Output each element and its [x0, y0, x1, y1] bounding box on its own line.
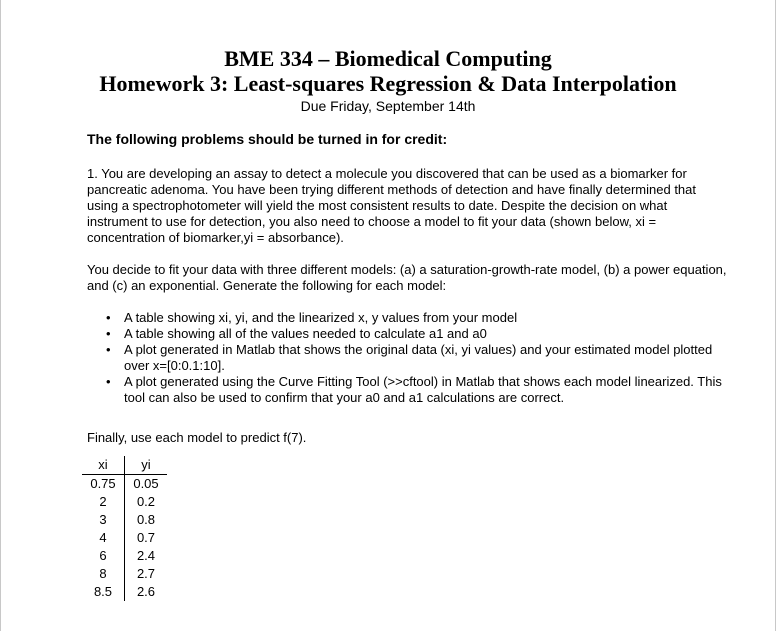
requirement-text: A table showing all of the values needed to calculate a1 and a0 — [124, 326, 487, 341]
table-row — [82, 475, 167, 494]
bullet-icon: • — [106, 326, 111, 341]
cell-xi: 0.75 — [82, 475, 125, 494]
cell-yi: 2.7 — [136, 566, 156, 581]
table-row — [82, 547, 167, 565]
finally-instruction: Finally, use each model to predict f(7). — [87, 430, 307, 445]
cell-yi: 0.8 — [136, 512, 156, 527]
bullet-icon: • — [106, 310, 111, 325]
requirement-item — [106, 310, 726, 326]
table-row — [82, 583, 167, 601]
requirement-item — [106, 326, 726, 342]
cell-yi: 0.7 — [136, 530, 156, 545]
table-row — [82, 529, 167, 547]
cell-xi: 8.5 — [82, 583, 125, 601]
cell-yi: 2.6 — [136, 584, 156, 599]
requirement-item — [106, 374, 726, 406]
header-yi: yi — [125, 456, 168, 475]
section-heading: The following problems should be turned in for credit: — [87, 131, 448, 147]
requirement-item — [106, 342, 726, 374]
homework-title: Homework 3: Least-squares Regression & Data Interpolation — [99, 71, 677, 96]
cell-xi: 3 — [82, 511, 125, 529]
bullet-icon: • — [106, 374, 111, 389]
problem-paragraph-1: 1. You are developing an assay to detect a molecule you discovered that can be used as a biomarker for pancreatic adenoma. You have been trying different methods of detection and have finally determined that using a spectrophotometer will yield the most consistent results to date. Despite the decision on what instrument to use for detection, you also need to choose a model to fit your data (shown below, xi = concentration of biomarker,yi = absorbance). — [87, 166, 697, 245]
requirement-text: A plot generated in Matlab that shows the original data (xi, yi values) and your estimated model plotted over x=[0:0.1:10]. — [124, 342, 713, 373]
due-date: Due Friday, September 14th — [300, 98, 476, 114]
course-title: BME 334 – Biomedical Computing — [224, 46, 552, 71]
table-row — [82, 511, 167, 529]
table-header-row — [82, 456, 167, 475]
cell-xi: 4 — [82, 529, 125, 547]
table-row — [82, 565, 167, 583]
requirement-text: A plot generated using the Curve Fitting Tool (>>cftool) in Matlab that shows each model linearized. This tool can also be used to confirm that your a0 and a1 calculations are correct. — [124, 374, 722, 405]
header-xi: xi — [82, 456, 125, 475]
problem-paragraph-2: You decide to fit your data with three different models: (a) a saturation-growth-rate model, (b) a power equation, and (c) an exponential. Generate the following for each model: — [87, 262, 727, 293]
requirements-list — [106, 310, 726, 406]
bullet-icon: • — [106, 342, 111, 357]
requirement-text: A table showing xi, yi, and the linearized x, y values from your model — [124, 310, 518, 325]
data-table — [82, 456, 167, 601]
cell-xi: 2 — [82, 493, 125, 511]
cell-xi: 6 — [82, 547, 125, 565]
cell-yi: 0.05 — [133, 476, 159, 491]
cell-yi: 0.2 — [136, 494, 156, 509]
cell-yi: 2.4 — [136, 548, 156, 563]
table-row — [82, 493, 167, 511]
cell-xi: 8 — [82, 565, 125, 583]
